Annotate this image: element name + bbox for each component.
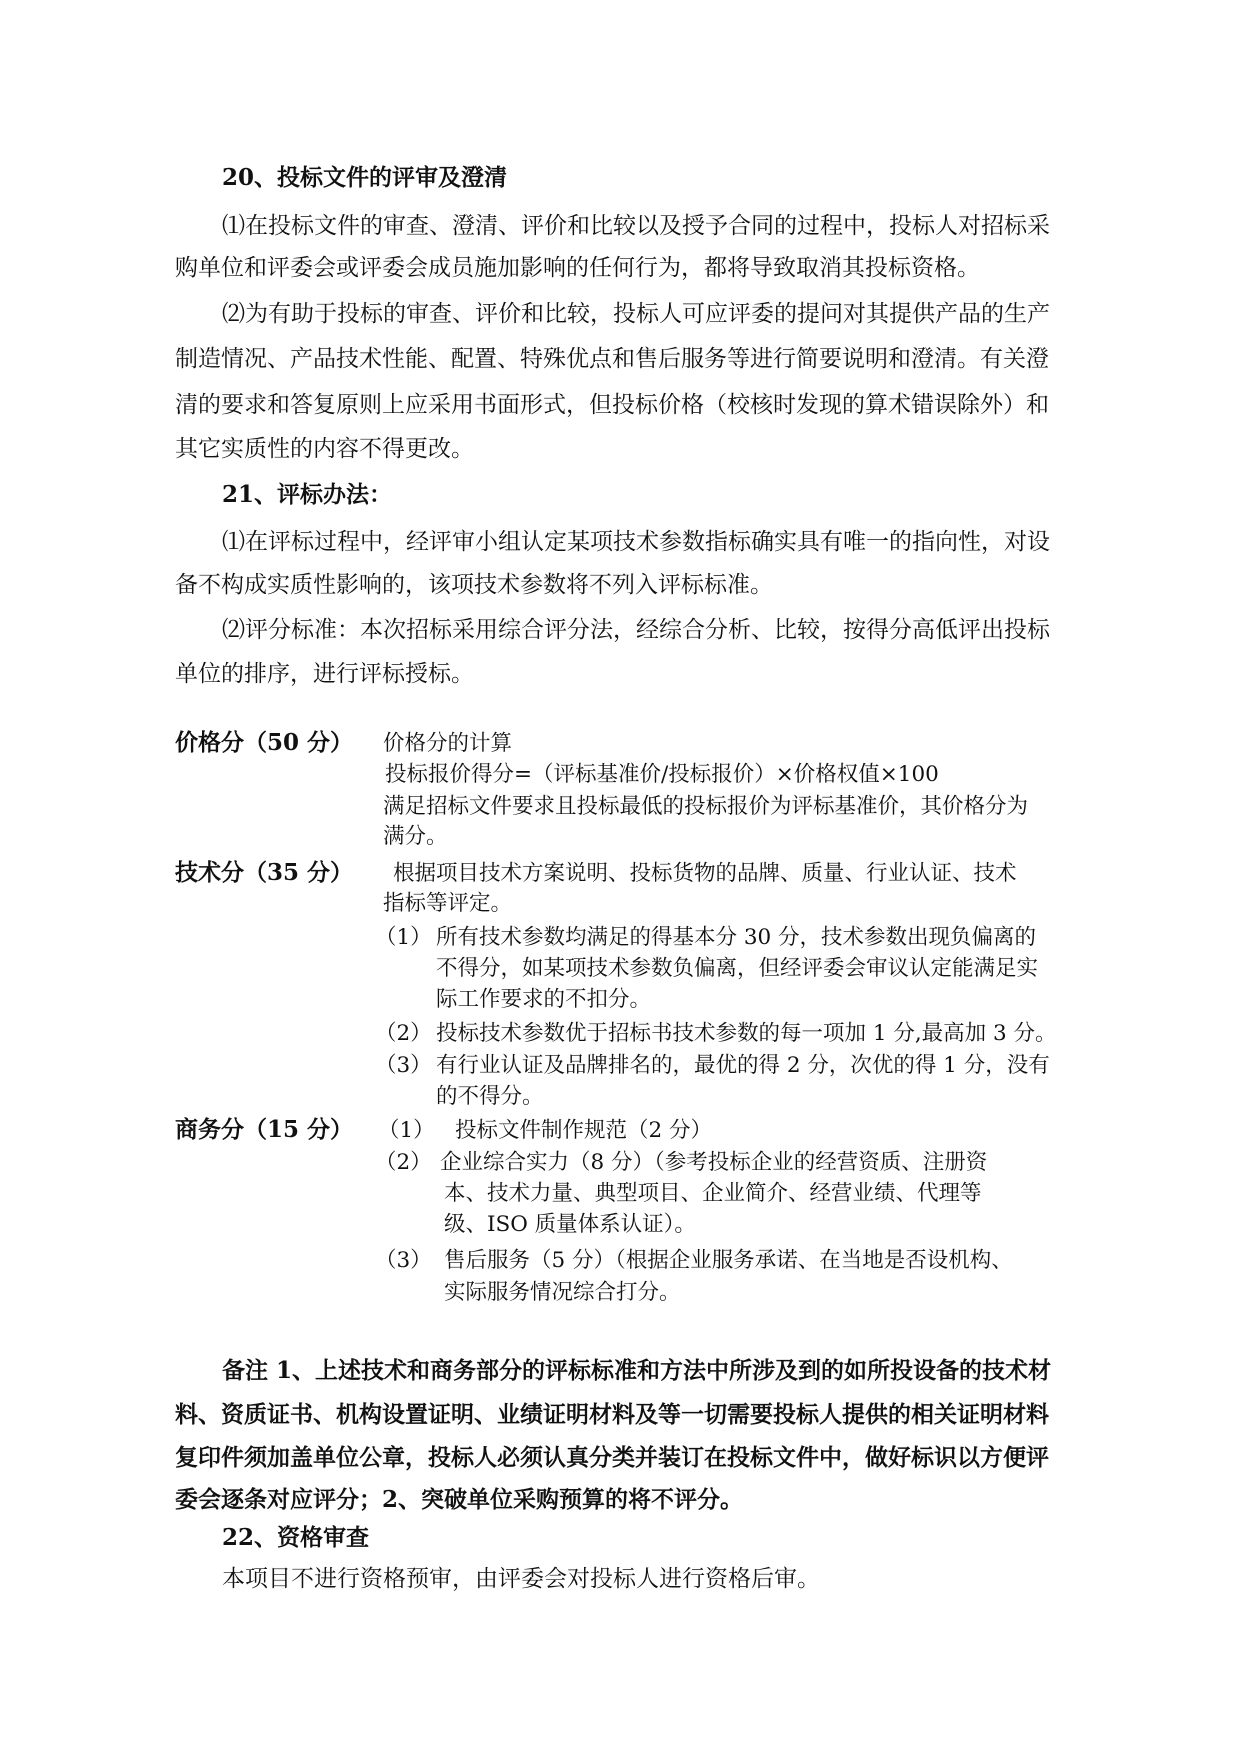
section-21-p2-line2: 单位的排序，进行评标授标。	[175, 661, 474, 687]
tech-score-intro-line2: 指标等评定。	[383, 891, 513, 916]
section-22-body: 本项目不进行资格预审，由评委会对投标人进行资格后审。	[222, 1566, 820, 1592]
tech-item-1-line1: 所有技术参数均满足的得基本分 30 分，技术参数出现负偏离的	[436, 925, 1037, 950]
section-21-p1-line1: ⑴在评标过程中，经评审小组认定某项技术参数指标确实具有唯一的指向性，对设	[222, 529, 1050, 555]
business-item-3-line1: 售后服务（5 分）（根据企业服务承诺、在当地是否设机构、	[444, 1248, 1013, 1273]
note-line4: 委会逐条对应评分；2、突破单位采购预算的将不评分。	[175, 1486, 744, 1513]
tech-item-3-line2: 的不得分。	[436, 1084, 544, 1109]
price-score-label: 价格分（50 分）	[175, 729, 354, 756]
tech-item-1-number: （1）	[375, 925, 432, 950]
tech-item-1-line3: 际工作要求的不扣分。	[436, 987, 652, 1012]
section-20-p2-line1: ⑵为有助于投标的审查、评价和比较，投标人可应评委的提问对其提供产品的生产	[222, 301, 1050, 327]
business-item-1-number: （1）	[378, 1118, 435, 1143]
tech-score-label: 技术分（35 分）	[175, 859, 354, 886]
business-item-1-line1: 投标文件制作规范（2 分）	[455, 1118, 713, 1143]
tech-item-3-line1: 有行业认证及品牌排名的，最优的得 2 分，次优的得 1 分，没有	[436, 1053, 1050, 1078]
business-score-label: 商务分（15 分）	[175, 1116, 354, 1143]
tech-item-2-number: （2）	[375, 1021, 432, 1046]
section-20-p1-line2: 购单位和评委会或评委会成员施加影响的任何行为，都将导致取消其投标资格。	[175, 255, 980, 281]
business-item-2-line3: 级、ISO 质量体系认证）。	[444, 1212, 696, 1237]
section-21-p2-line1: ⑵评分标准：本次招标采用综合评分法，经综合分析、比较，按得分高低评出投标	[222, 617, 1050, 643]
section-20-p2-line3: 清的要求和答复原则上应采用书面形式，但投标价格（校核时发现的算术错误除外）和	[175, 392, 1049, 418]
price-score-desc-line1: 满足招标文件要求且投标最低的投标报价为评标基准价，其价格分为	[383, 794, 1029, 819]
section-21-heading: 21、评标办法：	[222, 481, 393, 508]
price-score-formula: 投标报价得分=（评标基准价/投标报价）×价格权值×100	[385, 762, 939, 787]
business-item-3-number: （3）	[375, 1248, 432, 1273]
note-line3: 复印件须加盖单位公章，投标人必须认真分类并装订在投标文件中，做好标识以方便评	[175, 1444, 1049, 1471]
business-item-2-line2: 本、技术力量、典型项目、企业简介、经营业绩、代理等	[444, 1181, 982, 1206]
section-20-p2-line2: 制造情况、产品技术性能、配置、特殊优点和售后服务等进行简要说明和澄清。有关澄	[175, 346, 1049, 372]
note-line2: 料、资质证书、机构设置证明、业绩证明材料及等一切需要投标人提供的相关证明材料	[175, 1401, 1049, 1428]
section-20-p2-line4: 其它实质性的内容不得更改。	[175, 436, 474, 462]
note-line1: 备注 1、上述技术和商务部分的评标标准和方法中所涉及到的如所投设备的技术材	[222, 1357, 1052, 1384]
business-item-3-line2: 实际服务情况综合打分。	[444, 1280, 681, 1305]
tech-score-intro-line1: 根据项目技术方案说明、投标货物的品牌、质量、行业认证、技术	[393, 861, 1017, 886]
section-21-p1-line2: 备不构成实质性影响的，该项技术参数将不列入评标标准。	[175, 572, 773, 598]
tech-item-1-line2: 不得分，如某项技术参数负偏离，但经评委会审议认定能满足实	[436, 956, 1039, 981]
tech-item-2-line1: 投标技术参数优于招标书技术参数的每一项加 1 分,最高加 3 分。	[436, 1021, 1057, 1046]
price-score-desc-line2: 满分。	[383, 824, 448, 849]
section-20-heading: 20、投标文件的评审及澄清	[222, 164, 508, 191]
tech-item-3-number: （3）	[375, 1053, 432, 1078]
business-item-2-number: （2）	[375, 1150, 432, 1175]
section-22-heading: 22、资格审查	[222, 1524, 370, 1551]
price-score-title: 价格分的计算	[383, 731, 513, 756]
business-item-2-line1: 企业综合实力（8 分）（参考投标企业的经营资质、注册资	[440, 1150, 988, 1175]
section-20-p1-line1: ⑴在投标文件的审查、澄清、评价和比较以及授予合同的过程中，投标人对招标采	[222, 213, 1050, 239]
